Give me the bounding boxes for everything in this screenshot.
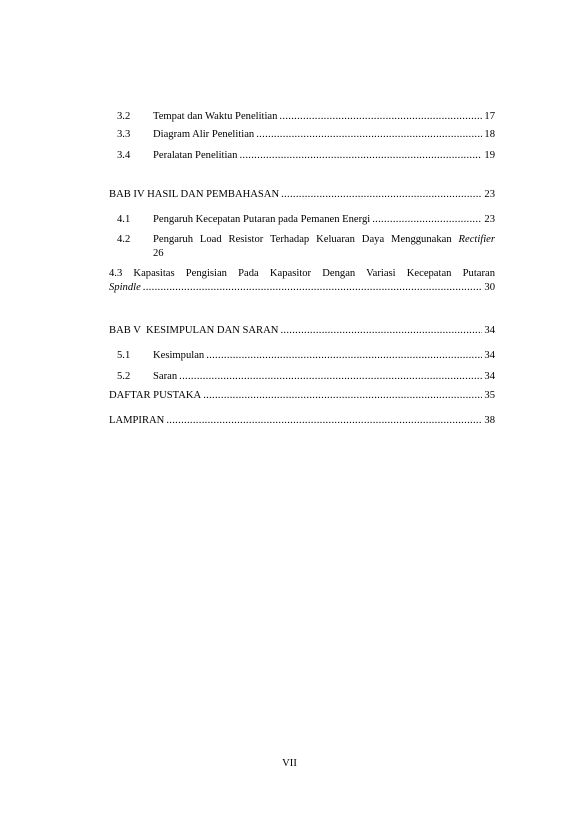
toc-entry-title-italic: Spindle	[109, 282, 141, 293]
dot-leader	[206, 349, 482, 363]
toc-entry-daftar-pustaka[interactable]	[109, 389, 495, 403]
toc-entry-number: 4.1	[117, 214, 131, 225]
toc-entry-title-line	[109, 267, 495, 281]
toc-entry-page: 19	[484, 150, 495, 161]
toc-entry-title: Peralatan Penelitian	[153, 150, 238, 161]
toc-entry-4-1[interactable]	[109, 213, 495, 227]
toc-entry-page: 34	[484, 325, 495, 336]
toc-entry-5-2[interactable]	[109, 370, 495, 384]
toc-entry-number: 5.1	[117, 350, 131, 361]
dot-leader	[143, 281, 483, 295]
toc-chapter-bab-iv[interactable]	[109, 188, 495, 202]
toc-entry-title: Kesimpulan	[153, 350, 205, 361]
toc-entry-4-3[interactable]	[109, 267, 495, 295]
toc-entry-number: 3.4	[117, 150, 131, 161]
dot-leader	[203, 389, 482, 403]
toc-entry-page: 34	[484, 350, 495, 361]
toc-entry-5-1[interactable]	[109, 349, 495, 363]
toc-chapter-title: LAMPIRAN	[109, 415, 165, 426]
toc-entry-number: 4.2	[117, 234, 131, 245]
toc-entry-title-line	[153, 233, 495, 247]
dot-leader	[256, 128, 482, 142]
dot-leader	[166, 414, 482, 428]
toc-entry-title: Pengaruh Load Resistor Terhadap Keluaran Daya Menggunakan	[153, 234, 452, 245]
toc-chapter-title: DAFTAR PUSTAKA	[109, 390, 202, 401]
page-number: VII	[282, 758, 297, 769]
dot-leader	[372, 213, 482, 227]
toc-entry-page: 23	[484, 189, 495, 200]
toc-entry-continuation	[109, 281, 495, 295]
toc-entry-title: Pengaruh Kecepatan Putaran pada Pemanen Energi	[153, 214, 371, 225]
toc-entry-3-3[interactable]	[109, 128, 495, 142]
toc-entry-number: 3.3	[117, 129, 131, 140]
dot-leader	[281, 188, 482, 202]
toc-entry-page: 17	[484, 111, 495, 122]
toc-entry-page: 26	[153, 248, 164, 259]
toc-entry-4-2[interactable]	[109, 233, 495, 261]
toc-chapter-title: BAB V KESIMPULAN DAN SARAN	[109, 325, 279, 336]
toc-entry-title-italic: Rectifier	[458, 234, 496, 245]
dot-leader	[179, 370, 482, 384]
toc-entry-3-4[interactable]	[109, 149, 495, 163]
toc-entry-page: 38	[484, 415, 495, 426]
dot-leader	[280, 324, 482, 338]
toc-entry-page: 35	[484, 390, 495, 401]
toc-entry-title: Diagram Alir Penelitian	[153, 129, 255, 140]
dot-leader	[239, 149, 482, 163]
toc-entry-number: 3.2	[117, 111, 131, 122]
toc-entry-page: 18	[484, 129, 495, 140]
dot-leader	[279, 110, 482, 124]
toc-entry-page: 30	[484, 282, 495, 293]
toc-entry-page: 34	[484, 371, 495, 382]
toc-chapter-bab-v[interactable]	[109, 324, 495, 338]
toc-entry-lampiran[interactable]	[109, 414, 495, 428]
toc-entry-title: Tempat dan Waktu Penelitian	[153, 111, 278, 122]
toc-entry-number: 4.3	[109, 268, 123, 279]
toc-entry-3-2[interactable]	[109, 110, 495, 124]
toc-chapter-title: BAB IV HASIL DAN PEMBAHASAN	[109, 189, 280, 200]
toc-entry-number: 5.2	[117, 371, 131, 382]
toc-entry-page-line	[153, 247, 495, 261]
toc-entry-title: Saran	[153, 371, 178, 382]
toc-entry-page: 23	[484, 214, 495, 225]
toc-entry-title: Kapasitas Pengisian Pada Kapasitor Dengan Variasi Kecepatan Putaran	[133, 268, 495, 279]
